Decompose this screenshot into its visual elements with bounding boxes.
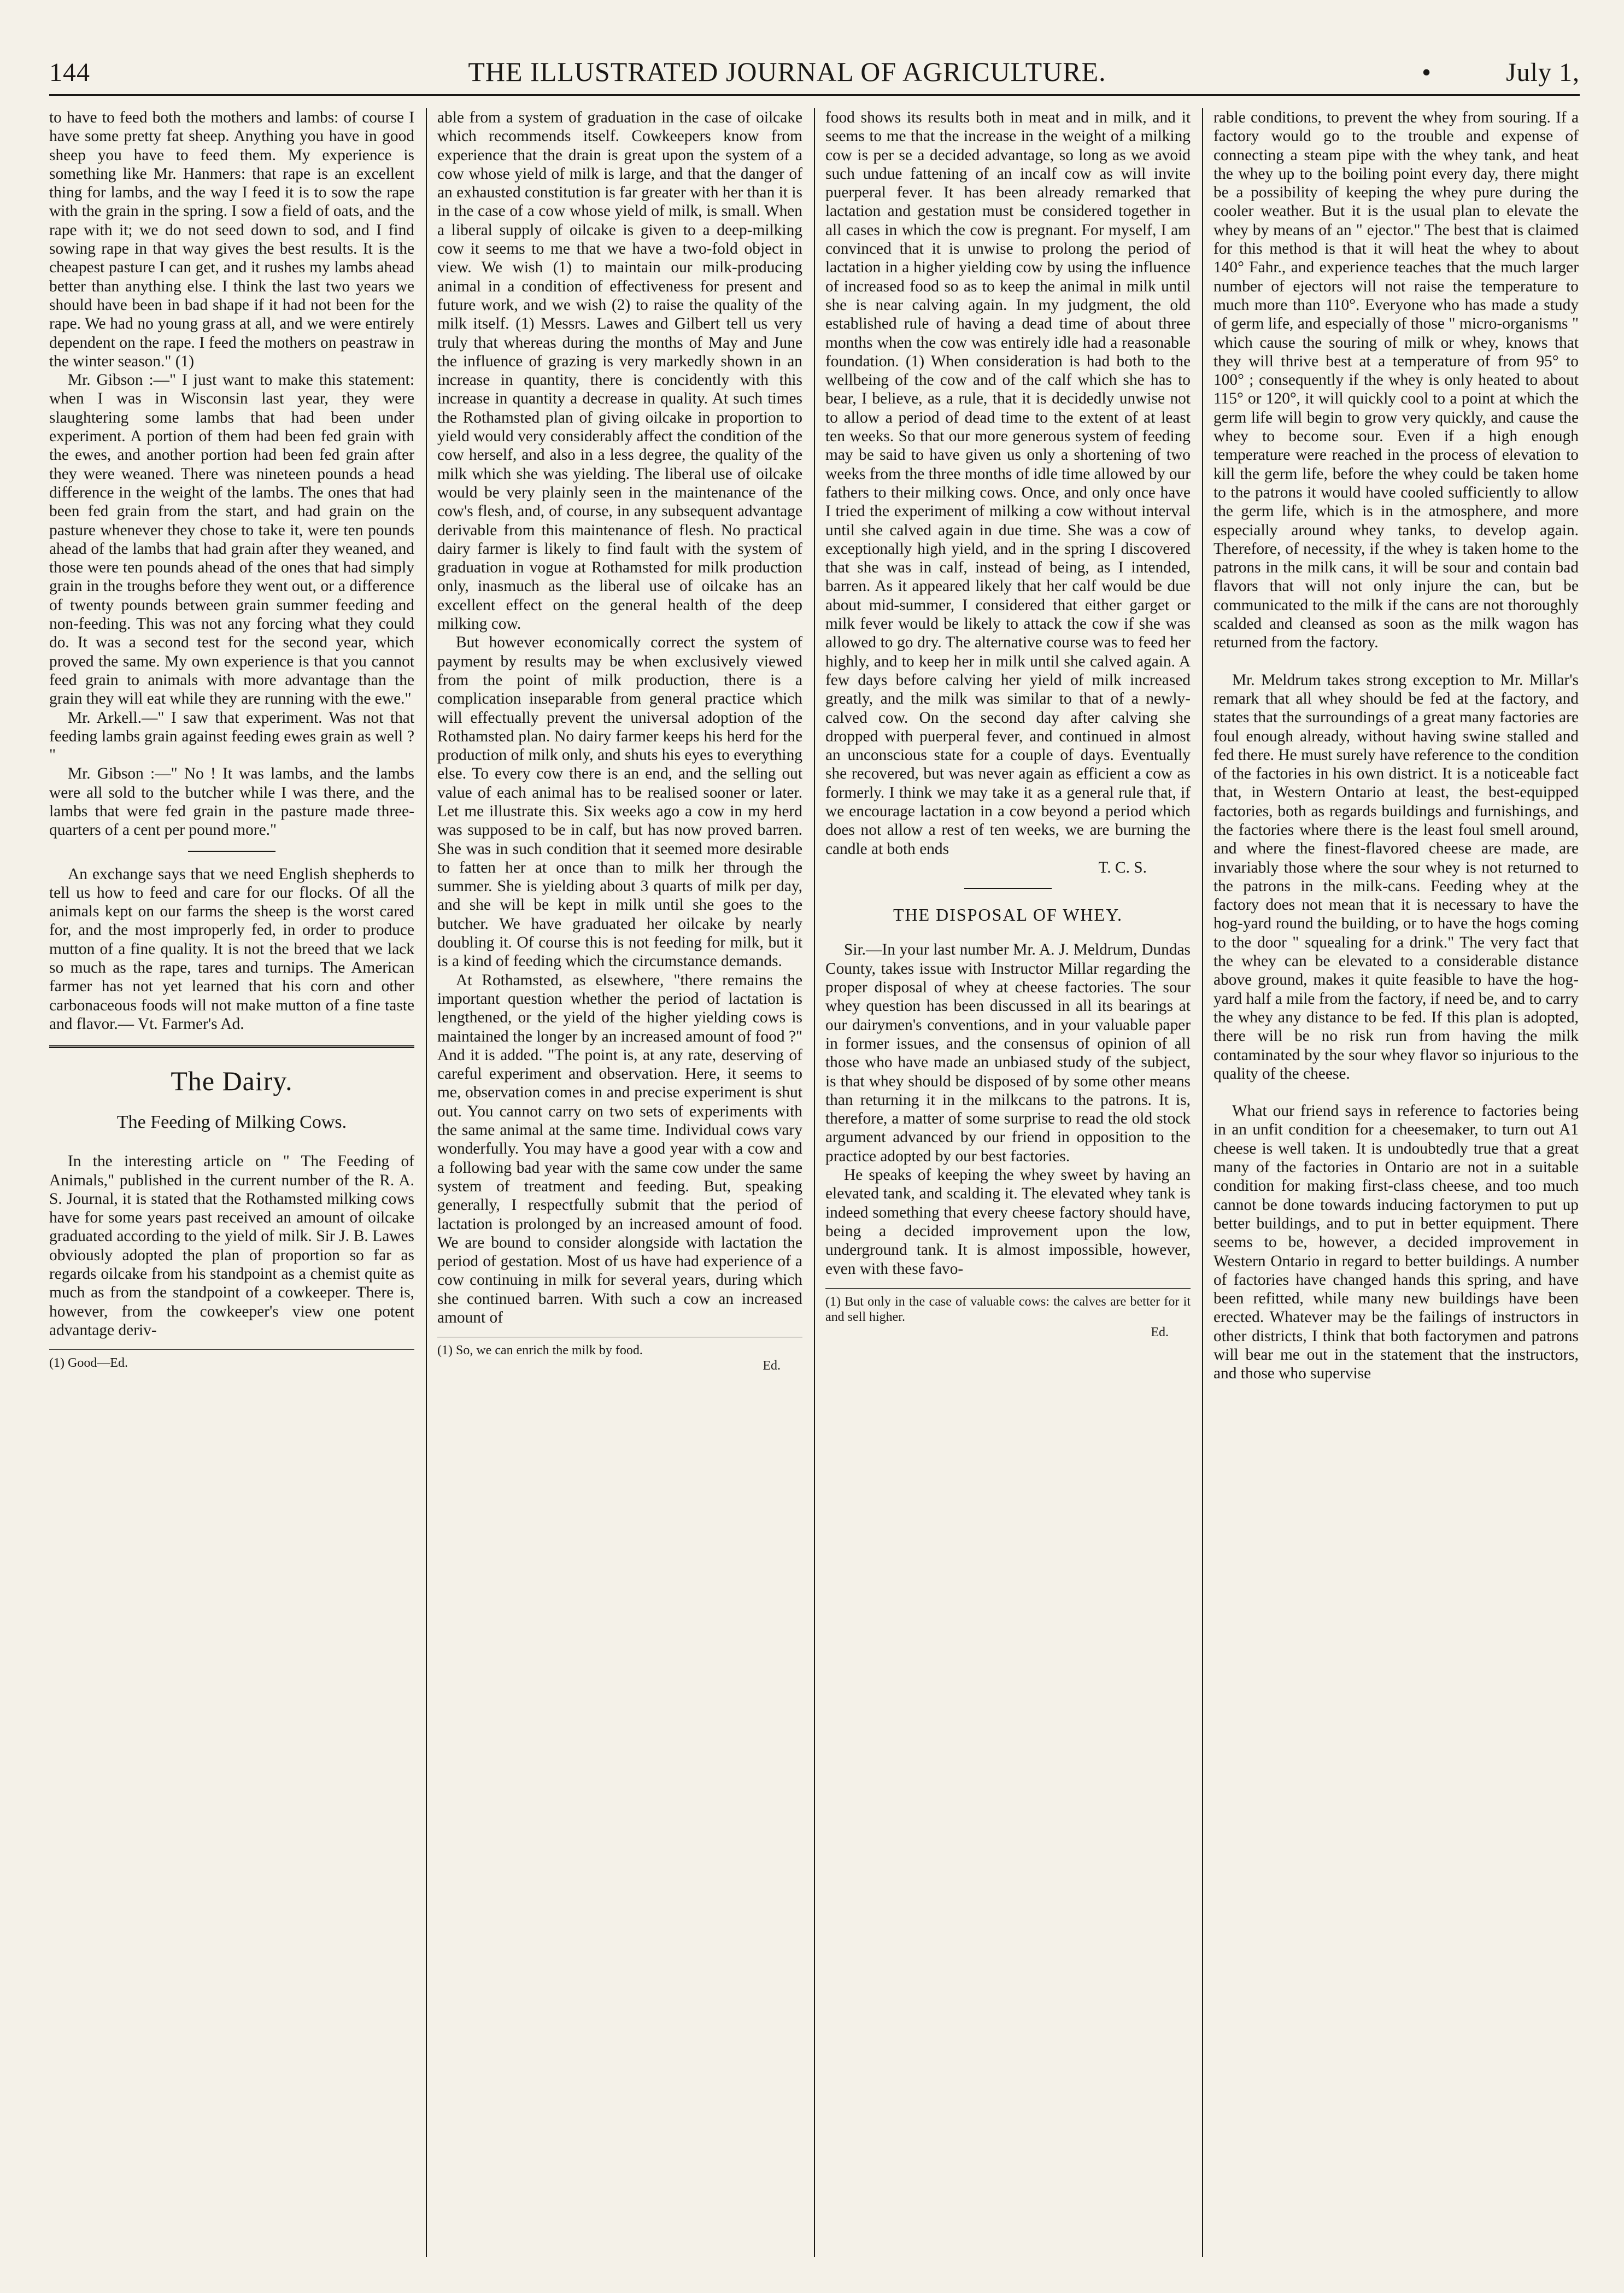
column-2 [437, 108, 802, 2257]
separator-rule [188, 851, 275, 852]
column-3 [825, 108, 1191, 2257]
paragraph: What our friend says in reference to factories being in an unfit condition for a cheesemaker, to turn out A1 cheese is well taken. It is undoubtedly true that a great many of the factories in Ontario are not in a suitable condition for making first-class cheese, and too much cannot be done towards inducing factorymen to put up better buildings, and to put in better equipment. There seems to be, however, a decided improvement in Western Ontario in regard to better buildings. A number of factories have changed hands this spring, and have been refitted, while many new buildings have been erected. Whatever may be the failings of instructors in other districts, I think that both factorymen and patrons will bear me out in the statement that the instructors, and those who supervise [1213, 1102, 1579, 1383]
paragraph: Mr. Arkell.—" I saw that experiment. Was not that feeding lambs grain against feeding ewes grain as well ? " [49, 709, 414, 764]
footnote-editor: Ed. [1151, 1325, 1169, 1339]
column-divider [426, 108, 427, 2257]
section-rule [49, 1045, 414, 1048]
paragraph: But however economically correct the system of payment by results may be when exclusively viewed from the point of milk production, there is a complication inseparable from general practice which will effectually prevent the universal adoption of the Rothamsted plan. No dairy farmer keeps his herd for the production of milk only, and shuts his eyes to everything else. To every cow there is an end, and the selling out value of each animal has to be realised sooner or later. Let me illustrate this. Six weeks ago a cow in my herd was supposed to be in calf, but has now proved barren. She was in such condition that it seemed more desirable to fatten her at once than to milk her through the summer. She is yielding about 3 quarts of milk per day, and she will be kept in milk until she goes to the butcher. We have graduated her oilcake by nearly doubling it. Of course this is not feeding for milk, but it is a kind of feeding which the circumstance demands. [437, 634, 802, 970]
column-4 [1213, 108, 1579, 2257]
paragraph: able from a system of graduation in the case of oilcake which recommends itself. Cowkeepers know from experience that the drain is great upon the system of a cow whose yield of milk is large, and that the danger of an exhausted constitution is far greater with her than it is in the case of a cow whose yield of milk, is small. When a liberal supply of oilcake is given to a deep-milking cow it seems to me that we have a two-fold object in view. We wish (1) to maintain our milk-producing animal in a condition of effectiveness for present and future work, and we wish (2) to raise the quality of the milk itself. (1) Messrs. Lawes and Gilbert tell us very truly that whereas during the months of May and June the influence of grazing is very markedly shown in an increase in quantity, there is concidently with this increase in quantity a decrease in quality. At such times the Rothamsted plan of giving oilcake in proportion to yield would very considerably affect the condition of the cow herself, and also in a less degree, the quality of the milk which she was yielding. The liberal use of oilcake would be very plainly seen in the maintenance of the cow's flesh, and, of course, in any subsequent advantage derivable from this maintenance of flesh. No practical dairy farmer is likely to find fault with the system of graduation in vogue at Rothamsted for milk production only, inasmuch as the liberal use of oilcake has an excellent effect on the general health of the deep milking cow. [437, 109, 802, 633]
column-1 [49, 108, 414, 2257]
footnote [437, 1337, 802, 1373]
column-divider [1202, 108, 1203, 2257]
header-bullet: • [1422, 58, 1432, 87]
footnote [825, 1288, 1191, 1340]
paragraph: food shows its results both in meat and in milk, and it seems to me that the increase in the weight of a milking cow is per se a decided advantage, so long as we avoid such undue fattening of an incalf cow as will invite puerperal fever. It has been already remarked that lactation and gestation must be considered together in all cases in which the cow is pregnant. For myself, I am convinced that it is unwise to prolong the period of lactation in a higher yielding cow by using the influence of increased food so as to keep the animal in milk until she is near calving again. In my judgment, the old established rule of having a dead time of about three months when the cow was entirely idle had a reasonable foundation. (1) When consideration is had both to the wellbeing of the cow and of the calf which she has to bear, I believe, as a rule, that it is decidedly unwise not to allow a period of dead time to the extent of at least ten weeks. So that our more generous system of feeding may be said to have given us only a shortening of two weeks from the three months of idle time allowed by our fathers to their milking cows. Once, and only once have I tried the experiment of milking a cow without interval until she calved again in due time. She was a cow of exceptionally high yield, and in the spring I discovered that she was in calf, instead of being, as I intended, barren. As it appeared likely that her calf would be due about mid-summer, I considered that either garget or milk fever would be likely to attack the cow if she was allowed to go dry. The alternative course was to feed her highly, and to keep her in milk until she calved again. A few days before calving her yield of milk increased greatly, and the milk was similar to that of a newly-calved cow. On the second day after calving she dropped with puerperal fever, and continued in almost an unconscious state for a couple of days. Eventually she recovered, but was never again as efficient a cow as formerly. I think we may take it as a general rule that, if we encourage lactation in a cow beyond a period which does not allow a rest of ten weeks, we are burning the candle at both ends [825, 109, 1191, 858]
header-rule [49, 94, 1580, 96]
issue-date: July 1, [1505, 58, 1580, 87]
footnote: (1) Good—Ed. [49, 1349, 414, 1371]
paragraph: At Rothamsted, as elsewhere, "there remains the important question whether the period of lactation is lengthened, or the yield of the higher yielding cows is maintained the longer by an increased amount of food ?" And it is added. "The point is, at any rate, deserving of careful experiment and observation. Here, it seems to me, observation comes in and precise experiment is shut out. You cannot carry on two sets of experiments with the same animal at the same time. Individual cows vary wonderfully. You may have a good year with a cow and a following bad year with the same cow under the same system of treatment and feeding. But, speaking generally, I respectfully submit that the period of lactation is prolonged by an increased amount of food. We are bound to consider alongside with lactation the period of gestation. Most of us have had experience of a cow continuing in milk for several years, during which she continued barren. With such a cow an increased amount of [437, 971, 802, 1326]
footnote-text: (1) But only in the case of valuable cows: the calves are better for it and sell higher. [825, 1294, 1191, 1324]
journal-page [49, 44, 1580, 2263]
paragraph: Sir.—In your last number Mr. A. J. Meldrum, Dundas County, takes issue with Instructor Millar regarding the proper disposal of whey at cheese factories. The sour whey question has been discussed in all its bearings at our dairymen's conventions, and in your valuable paper in former issues, and the consensus of opinion of all those who have made an unbiased study of the subject, is that whey should be disposed of by some other means than returning it in the milkcans to the patrons. It is, therefore, a matter of some surprise to read the old stock argument advanced by our friend in opposition to the practice adopted by our best factories. [825, 941, 1191, 1165]
paragraph: An exchange says that we need English shepherds to tell us how to feed and care for our flocks. Of all the animals kept on our farms the sheep is the worst cared for, and the most improperly fed, in order to produce mutton of a fine quality. It is not the breed that we lack so much as the rape, tares and turnips. The American farmer has not yet learned that his corn and other carbonaceous foods will not make mutton of a fine taste and flavor.— Vt. Farmer's Ad. [49, 865, 414, 1033]
paragraph: In the interesting article on " The Feeding of Animals," published in the current number of the R. A. S. Journal, it is stated that the Rothamsted milking cows have for some years past received an amount of oilcake graduated according to the yield of milk. Sir J. B. Lawes obviously adopted the plan of proportion so far as regards oilcake from his standpoint as a chemist quite as much as from the standpoint of a cowkeeper. There is, however, from the cowkeeper's view one potent advantage deriv- [49, 1153, 414, 1339]
footnote-editor: Ed. [763, 1359, 781, 1373]
journal-title: THE ILLUSTRATED JOURNAL OF AGRICULTURE. [468, 56, 1106, 87]
paragraph: Mr. Meldrum takes strong exception to Mr. Millar's remark that all whey should be fed at the factory, and states that the surroundings of a great many factories are foul enough already, without having swine stalled and fed there. He must surely have reference to the condition of the factories in his own district. It is a noticeable fact that, in Western Ontario at least, the best-equipped factories, both as regards buildings and furnishings, and the factories where there is the least foul smell around, and where the finest-flavored cheese are made, are invariably those where the sour whey is not returned to the patrons in the milk-cans. Feeding whey at the factory does not mean that it is necessary to have the hog-yard round the building, or to have the hogs coming to the door " squealing for a drink." The very fact that the whey can be elevated to a considerable distance above ground, makes it quite feasible to have the hog-yard half a mile from the factory, if need be, and to carry the whey any distance to be fed. If this plan is adopted, there will be no risk run from having the milk contaminated by the sour whey flavor so injurious to the quality of the cheese. [1213, 671, 1579, 1083]
article-title: THE DISPOSAL OF WHEY. [893, 905, 1123, 925]
paragraph: rable conditions, to prevent the whey from souring. If a factory would go to the trouble and expense of connecting a steam pipe with the whey tank, and heat the whey up to the boiling point every day, there might be a possibility of keeping the whey pure during the cooler weather. But it is the usual plan to elevate the whey by means of an " ejector." The best that is claimed for this method is that it will heat the whey to about 140° Fahr., and experience teaches that the much larger number of ejectors will not raise the temperature to much more than 110°. Everyone who has made a study of germ life, and especially of those " micro-organisms " which cause the souring of milk or whey, knows that they will thrive best at a temperature of from 95° to 100° ; consequently if the whey is only heated to about 115° or 120°, it will quickly cool to a point at which the germ life will begin to grow very quickly, and cause the whey to become sour. Even if a high enough temperature were reached in the process of elevation to kill the germ life, before the whey could be taken home to the patrons it would have cooled sufficiently to allow the germ life, which is in the atmosphere, and more especially around whey tanks, to develop again. Therefore, of necessity, if the whey is taken home to the patrons in the milk cans, it will be sour and contain bad flavors that will not only injure the can, but be communicated to the milk if the cans are not thoroughly scalded and cleansed as soon as the milk wagon has returned from the factory. [1213, 109, 1579, 652]
paragraph: to have to feed both the mothers and lambs: of course I have some pretty fat sheep. Anything you have in good sheep you have to feed them. My experience is something like Mr. Hanmers: that rape is an excellent thing for lambs, and the way I feed it is to sow the rape with the grain in the spring. I sow a field of oats, and the rape with it; we do not seed down to sod, and I find sowing rape in that way gives the best results. It is the cheapest pasture I can get, and it rushes my lambs ahead better than anything else. I think the last two years we should have been in bad shape if it had not been for the rape. We had no young grass at all, and we were entirely dependent on the rape. I feed the mothers on peastraw in the winter season." (1) [49, 109, 414, 370]
page-number: 144 [49, 58, 90, 87]
article-title: The Feeding of Milking Cows. [116, 1112, 347, 1133]
page-header [49, 44, 1580, 87]
paragraph: Mr. Gibson :—" I just want to make this statement: when I was in Wisconsin last year, they were slaughtering some lambs that had been under experiment. A portion of them had been fed grain with the ewes, and another portion had been fed grain after they were weaned. There was nineteen pounds a head difference in the weight of the lambs. The ones that had been fed grain from the start, and had grain on the pasture whenever they chose to take it, were ten pounds ahead of the lambs that had grain after they weaned, and those were ten pounds ahead of the ones that had simply grain in the troughs before they went out, or a difference of twenty pounds between grain summer feeding and non-feeding. This was not any forcing what they could do. It was a second test for the second year, which proved the same. My own experience is that you cannot feed grain to animals with more advantage than the grain they will eat while they are running with the ewe." [49, 371, 414, 708]
signature: T. C. S. [1098, 858, 1147, 876]
separator-rule [964, 888, 1052, 889]
paragraph: He speaks of keeping the whey sweet by having an elevated tank, and scalding it. The elevated whey tank is indeed something that every cheese factory should have, being a decided improvement upon the low, underground tank. It is almost impossible, however, even with these favo- [825, 1166, 1191, 1278]
section-title: The Dairy. [171, 1066, 293, 1097]
column-divider [814, 108, 815, 2257]
paragraph: Mr. Gibson :—" No ! It was lambs, and the lambs were all sold to the butcher while I was there, and the lambs that were fed grain in the pasture made three-quarters of a cent per pound more." [49, 765, 414, 839]
footnote-text: (1) So, we can enrich the milk by food. [437, 1343, 643, 1358]
